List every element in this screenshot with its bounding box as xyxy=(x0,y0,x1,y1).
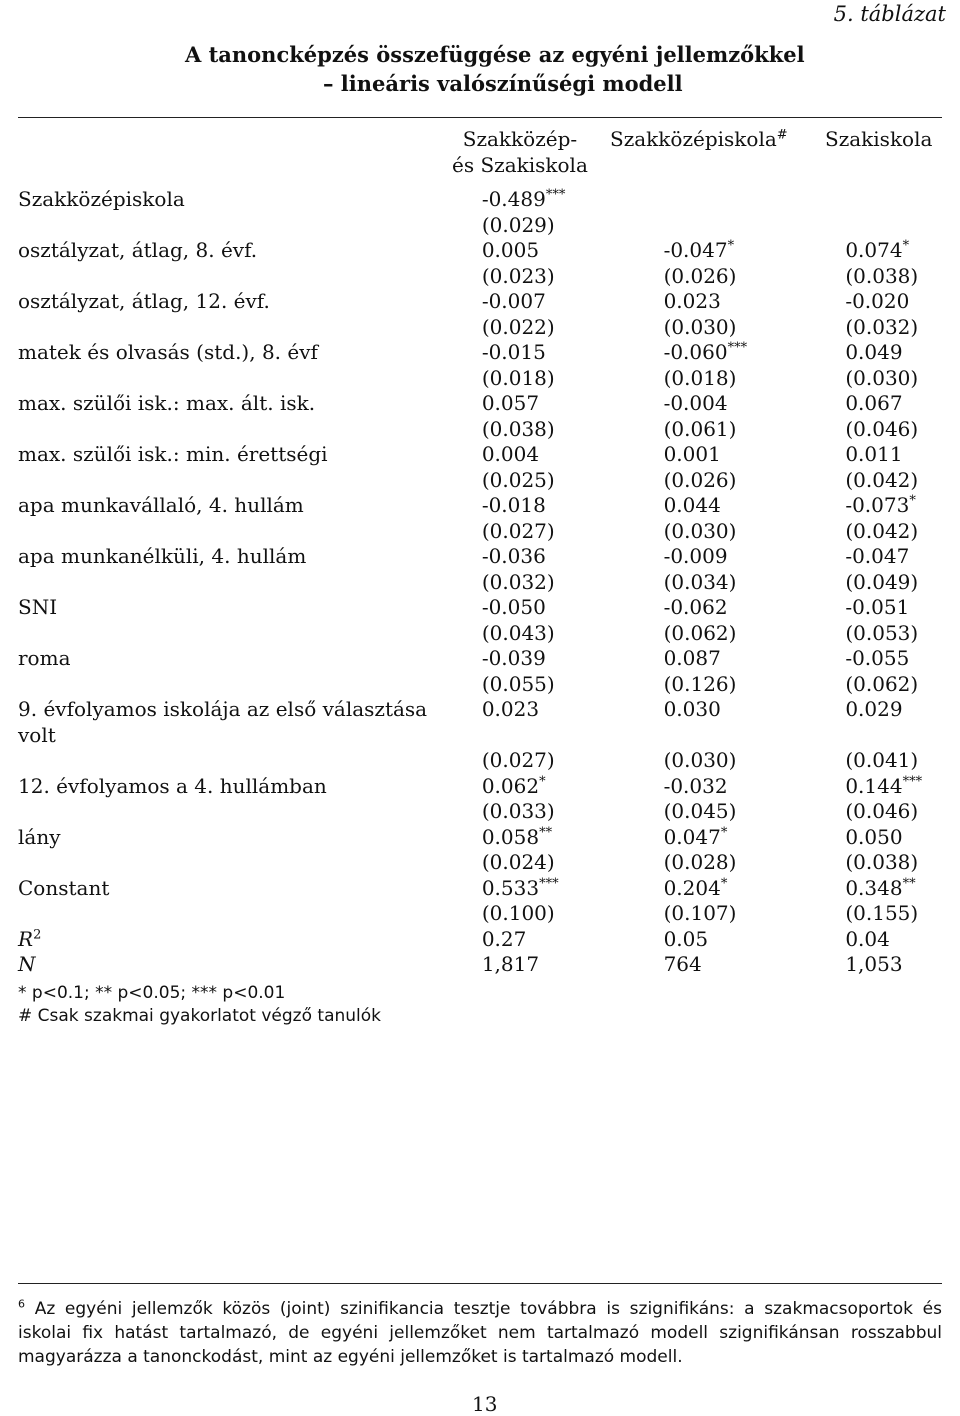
cell-c3se xyxy=(805,366,960,392)
cell-c1se xyxy=(442,264,624,290)
coefficient-value: (0.018) xyxy=(481,365,555,390)
header-top-rule xyxy=(18,117,942,118)
coefficient-value: -0.009 xyxy=(663,544,728,568)
cell-c2 xyxy=(624,238,806,264)
row-label: Constant xyxy=(18,875,110,900)
cell-c2 xyxy=(624,391,806,417)
table-row-se xyxy=(18,672,960,698)
cell-c2se xyxy=(624,748,806,774)
coefficient-value: (0.100) xyxy=(481,901,555,925)
cell-c3 xyxy=(805,774,960,800)
cell-c2 xyxy=(624,646,806,672)
coefficient-value: (0.041) xyxy=(845,748,919,772)
coefficient-value: 0.023 xyxy=(663,289,721,313)
cell-c1se xyxy=(442,468,624,494)
cell-c1se xyxy=(442,621,624,647)
footnote xyxy=(18,1297,942,1369)
empty-cell xyxy=(18,264,442,290)
cell-c3se xyxy=(805,672,960,698)
row-label: apa munkavállaló, 4. hullám xyxy=(18,493,304,517)
table-row xyxy=(18,340,960,366)
row-label: lány xyxy=(18,824,61,849)
cell-c2se xyxy=(624,264,806,290)
cell-c3se xyxy=(805,519,960,545)
empty-cell xyxy=(18,799,442,825)
cell-c3 xyxy=(805,442,960,468)
significance-stars: *** xyxy=(902,773,923,789)
coefficient-value: -0.047 xyxy=(663,238,728,262)
coefficient-value: (0.126) xyxy=(663,671,737,696)
column-header-2-mark: # xyxy=(776,127,788,143)
r-squared-value: 0.05 xyxy=(663,926,709,951)
cell-c3se xyxy=(805,621,960,647)
cell-c3 xyxy=(805,697,960,723)
coefficient-value: (0.026) xyxy=(663,263,737,288)
cell-c1se xyxy=(442,315,624,341)
cell-c3se xyxy=(805,748,960,774)
coefficient-value: 0.011 xyxy=(845,442,903,466)
coefficient-value: -0.015 xyxy=(481,340,546,364)
coefficient-value: (0.061) xyxy=(663,416,737,441)
coefficient-value: 0.050 xyxy=(845,824,903,849)
coefficient-value: (0.030) xyxy=(663,748,737,772)
coefficient-value: 0.058 xyxy=(481,824,540,849)
cell-c3 xyxy=(805,340,960,366)
coefficient-value: (0.055) xyxy=(481,671,555,696)
column-header-2-text: Szakközépiskola xyxy=(610,127,777,151)
n-row xyxy=(18,952,960,978)
significance-stars: * xyxy=(909,493,916,509)
cell-c3se xyxy=(805,468,960,494)
empty-cell xyxy=(18,850,442,876)
table-row xyxy=(18,697,960,723)
table-row xyxy=(18,493,960,519)
coefficient-value: 0.533 xyxy=(481,875,540,900)
footnote-rule xyxy=(18,1283,942,1284)
hash-note: # Csak szakmai gyakorlatot végző tanulók xyxy=(18,1006,382,1026)
cell-c3se xyxy=(805,850,960,876)
table-row-se xyxy=(18,570,960,596)
empty-cell xyxy=(18,315,442,341)
r-squared-label xyxy=(18,927,442,953)
r-squared-value: 0.04 xyxy=(845,926,890,951)
table-row-se xyxy=(18,417,960,443)
coefficient-value: (0.027) xyxy=(481,748,555,772)
column-header-2 xyxy=(610,126,788,152)
empty-cell xyxy=(18,519,442,545)
footnote-number: 6 xyxy=(18,1297,25,1311)
cell-c1 xyxy=(442,544,624,570)
significance-stars: ** xyxy=(902,875,916,891)
coefficient-value: 0.044 xyxy=(663,493,721,517)
coefficient-value: -0.050 xyxy=(481,595,546,619)
empty-cell xyxy=(18,417,442,443)
coefficient-value: (0.042) xyxy=(845,518,919,543)
cell-c1se xyxy=(442,672,624,698)
r-squared-symbol: R xyxy=(18,926,34,951)
table-row xyxy=(18,595,960,621)
coefficient-value: 0.047 xyxy=(663,824,721,849)
coefficient-value: (0.027) xyxy=(481,518,555,543)
column-header-1 xyxy=(452,126,588,178)
coefficient-value: (0.033) xyxy=(481,799,555,823)
coefficient-value: (0.026) xyxy=(663,467,737,492)
coefficient-value: 0.004 xyxy=(481,442,540,466)
empty-cell xyxy=(18,570,442,596)
cell-c2se xyxy=(624,672,806,698)
cell-c2 xyxy=(624,493,806,519)
cell-c2se xyxy=(624,366,806,392)
significance-stars: * xyxy=(902,238,910,254)
coefficient-value: (0.023) xyxy=(481,263,555,288)
table-row xyxy=(18,825,960,851)
coefficient-value: (0.030) xyxy=(663,314,737,339)
coefficient-value: -0.004 xyxy=(663,391,728,415)
row-label: osztályzat, átlag, 12. évf. xyxy=(18,289,270,313)
empty-cell xyxy=(18,748,442,774)
table-row-se xyxy=(18,748,960,774)
cell-c3se xyxy=(805,213,960,239)
cell-c2 xyxy=(624,595,806,621)
cell-c1se xyxy=(442,570,624,596)
title-line-2: – lineáris valószínűségi modell xyxy=(323,71,683,96)
table-row-se xyxy=(18,799,960,825)
coefficient-value: -0.036 xyxy=(481,544,546,568)
footnote-text: Az egyéni jellemzők közös (joint) szinifikancia tesztje továbbra is szignifikáns: a szakmacsoportok és iskolai fix hatást tartalmazó, de egyéni jellemzőket nem tartalmazó modell szignifikánsan rosszabbul magyarázza a tanonckodást, mint az egyéni jellemzőket is tartalmazó modell. xyxy=(18,1299,942,1367)
coefficient-value: (0.053) xyxy=(845,620,919,645)
empty-cell xyxy=(18,468,442,494)
row-label: 12. évfolyamos a 4. hullámban xyxy=(18,773,327,798)
cell-c1se xyxy=(442,366,624,392)
cell-c3 xyxy=(805,238,960,264)
cell-c3se xyxy=(805,799,960,825)
coefficient-value: 0.001 xyxy=(663,442,721,466)
coefficient-value: (0.038) xyxy=(845,263,919,288)
empty-cell xyxy=(18,672,442,698)
coefficient-value: 0.057 xyxy=(481,391,540,415)
coefficient-value: (0.029) xyxy=(481,212,555,237)
cell-c2 xyxy=(624,187,806,213)
coefficient-value: (0.018) xyxy=(663,365,737,390)
coefficient-value: -0.073 xyxy=(845,493,910,517)
coefficient-value: 0.005 xyxy=(481,238,540,262)
coefficient-value: -0.060 xyxy=(663,340,728,364)
cell-c2 xyxy=(624,442,806,468)
cell-c1se xyxy=(442,799,624,825)
coefficient-value: 0.087 xyxy=(663,646,721,670)
table-row-se xyxy=(18,366,960,392)
row-label: apa munkanélküli, 4. hullám xyxy=(18,544,307,568)
cell-c2se xyxy=(624,901,806,927)
empty-cell xyxy=(18,213,442,239)
empty-cell xyxy=(442,723,624,749)
significance-stars: *** xyxy=(545,187,566,203)
cell-c2se xyxy=(624,519,806,545)
coefficient-value: (0.028) xyxy=(663,850,737,874)
table-row xyxy=(18,289,960,315)
coefficient-value: -0.055 xyxy=(845,646,910,670)
cell-c2se xyxy=(624,799,806,825)
n-label xyxy=(18,952,442,978)
coefficient-value: (0.030) xyxy=(663,518,737,543)
table-row-se xyxy=(18,468,960,494)
coefficient-value: (0.107) xyxy=(663,901,737,925)
cell-c1se xyxy=(442,213,624,239)
cell-c1se xyxy=(442,901,624,927)
coefficient-value: 0.030 xyxy=(663,697,721,721)
coefficient-value: 0.144 xyxy=(845,773,903,798)
table-row xyxy=(18,876,960,902)
cell-c1 xyxy=(442,876,624,902)
cell-c1 xyxy=(442,646,624,672)
cell-c1 xyxy=(442,391,624,417)
coefficient-value: (0.045) xyxy=(663,799,737,823)
cell-c3 xyxy=(805,289,960,315)
cell-c1se xyxy=(442,850,624,876)
significance-stars: ** xyxy=(539,824,553,840)
coefficient-value: (0.024) xyxy=(481,850,555,874)
coefficient-value: -0.039 xyxy=(481,646,546,670)
cell-c1 xyxy=(442,697,624,723)
table-row-se xyxy=(18,621,960,647)
coefficient-value: (0.038) xyxy=(481,416,555,441)
coefficient-value: (0.155) xyxy=(845,901,919,925)
cell-c3 xyxy=(805,391,960,417)
coefficient-value: (0.049) xyxy=(845,569,919,594)
coefficient-value: (0.030) xyxy=(845,365,919,390)
coefficient-value: (0.022) xyxy=(481,314,555,339)
table-row xyxy=(18,391,960,417)
table-row xyxy=(18,187,960,213)
significance-stars: * xyxy=(727,238,735,254)
cell-c3 xyxy=(805,595,960,621)
cell-c3 xyxy=(805,876,960,902)
row-label: 9. évfolyamos iskolája az első választása volt xyxy=(18,697,428,747)
cell-c2 xyxy=(624,697,806,723)
significance-note: * p<0.1; ** p<0.05; *** p<0.01 xyxy=(18,983,286,1003)
coefficient-value: (0.032) xyxy=(845,314,919,339)
page-number: 13 xyxy=(472,1392,498,1416)
cell-c3 xyxy=(805,544,960,570)
coefficient-value: (0.046) xyxy=(845,416,919,441)
n-value: 1,053 xyxy=(845,952,903,976)
empty-cell xyxy=(805,723,960,749)
regression-table xyxy=(18,187,960,978)
row-label: max. szülői isk.: min. érettségi xyxy=(18,442,328,466)
coefficient-value: (0.042) xyxy=(845,467,919,492)
n-value: 764 xyxy=(663,952,702,976)
table-row-se xyxy=(18,315,960,341)
table-row xyxy=(18,774,960,800)
coefficient-value: 0.067 xyxy=(845,391,903,415)
cell-c2 xyxy=(624,825,806,851)
row-label: osztályzat, átlag, 8. évf. xyxy=(18,238,258,262)
cell-c1 xyxy=(442,187,624,213)
cell-c3se xyxy=(805,417,960,443)
cell-c1 xyxy=(442,774,624,800)
table-row-se xyxy=(18,264,960,290)
row-label: Szakközépiskola xyxy=(18,187,185,211)
column-header-3-text: Szakiskola xyxy=(825,127,933,151)
cell-c1se xyxy=(442,417,624,443)
table-row xyxy=(18,544,960,570)
table-row-se xyxy=(18,901,960,927)
cell-c1se xyxy=(442,519,624,545)
cell-c2 xyxy=(624,544,806,570)
coefficient-value: (0.062) xyxy=(845,671,919,696)
n-value: 1,817 xyxy=(481,952,540,976)
row-label: matek és olvasás (std.), 8. évf xyxy=(18,340,318,364)
table-row xyxy=(18,238,960,264)
cell-c3se xyxy=(805,264,960,290)
cell-c1 xyxy=(442,825,624,851)
coefficient-value: (0.062) xyxy=(663,620,737,645)
cell-c1 xyxy=(442,289,624,315)
empty-cell xyxy=(18,621,442,647)
table-row xyxy=(18,646,960,672)
cell-c3se xyxy=(805,315,960,341)
table-row-se xyxy=(18,213,960,239)
cell-c1 xyxy=(442,340,624,366)
cell-c1 xyxy=(442,238,624,264)
coefficient-value: (0.038) xyxy=(845,850,919,874)
empty-cell xyxy=(18,901,442,927)
coefficient-value: -0.032 xyxy=(663,773,728,798)
column-header-1-line-2: és Szakiskola xyxy=(452,153,588,177)
coefficient-value: -0.020 xyxy=(845,289,910,313)
coefficient-value: (0.046) xyxy=(845,799,919,823)
cell-c2se xyxy=(624,468,806,494)
cell-c3 xyxy=(805,493,960,519)
r-squared-row xyxy=(18,927,960,953)
cell-c2 xyxy=(624,774,806,800)
significance-stars: * xyxy=(720,824,728,840)
significance-stars: * xyxy=(720,875,728,891)
n-symbol: N xyxy=(18,952,36,976)
cell-c3 xyxy=(805,187,960,213)
coefficient-value: 0.204 xyxy=(663,875,721,900)
column-header-1-line-1: Szakközép- xyxy=(462,127,578,151)
coefficient-value: (0.025) xyxy=(481,467,555,492)
coefficient-value: 0.062 xyxy=(481,773,540,798)
table-number-label: 5. táblázat xyxy=(833,2,946,26)
coefficient-value: 0.023 xyxy=(481,697,540,721)
cell-c2se xyxy=(624,213,806,239)
row-label: max. szülői isk.: max. ált. isk. xyxy=(18,391,316,415)
coefficient-value: 0.049 xyxy=(845,340,903,364)
coefficient-value: (0.034) xyxy=(663,569,737,594)
r-squared-value: 0.27 xyxy=(481,926,527,951)
coefficient-value: -0.489 xyxy=(481,187,546,211)
row-label: roma xyxy=(18,646,71,670)
coefficient-value: (0.043) xyxy=(481,620,555,645)
coefficient-value: -0.047 xyxy=(845,544,910,568)
cell-c2 xyxy=(624,289,806,315)
cell-c2se xyxy=(624,417,806,443)
cell-c3se xyxy=(805,570,960,596)
cell-c1 xyxy=(442,442,624,468)
coefficient-value: -0.062 xyxy=(663,595,728,619)
cell-c2 xyxy=(624,876,806,902)
empty-cell xyxy=(18,366,442,392)
cell-c1 xyxy=(442,493,624,519)
cell-c2se xyxy=(624,621,806,647)
cell-c3se xyxy=(805,901,960,927)
table-row-se xyxy=(18,519,960,545)
significance-stars: *** xyxy=(727,340,748,356)
table-row-se xyxy=(18,850,960,876)
row-label: SNI xyxy=(18,595,58,619)
cell-c2se xyxy=(624,570,806,596)
coefficient-value: 0.348 xyxy=(845,875,903,900)
cell-c1se xyxy=(442,748,624,774)
table-notes xyxy=(18,982,381,1028)
significance-stars: *** xyxy=(539,875,559,891)
r-squared-exponent: 2 xyxy=(33,926,42,942)
title-line-1: A tanoncképzés összefüggése az egyéni jellemzőkkel xyxy=(185,42,805,67)
empty-cell xyxy=(624,723,806,749)
cell-c2se xyxy=(624,315,806,341)
cell-c3 xyxy=(805,646,960,672)
coefficient-value: 0.029 xyxy=(845,697,903,721)
coefficient-value: (0.032) xyxy=(481,569,555,594)
table-row xyxy=(18,442,960,468)
coefficient-value: -0.018 xyxy=(481,493,546,517)
cell-c2se xyxy=(624,850,806,876)
coefficient-value: -0.051 xyxy=(845,595,910,619)
significance-stars: * xyxy=(539,773,546,789)
coefficient-value: -0.007 xyxy=(481,289,546,313)
cell-c1 xyxy=(442,595,624,621)
coefficient-value: 0.074 xyxy=(845,238,903,262)
cell-c3 xyxy=(805,825,960,851)
column-header-3 xyxy=(825,126,932,152)
cell-c2 xyxy=(624,340,806,366)
